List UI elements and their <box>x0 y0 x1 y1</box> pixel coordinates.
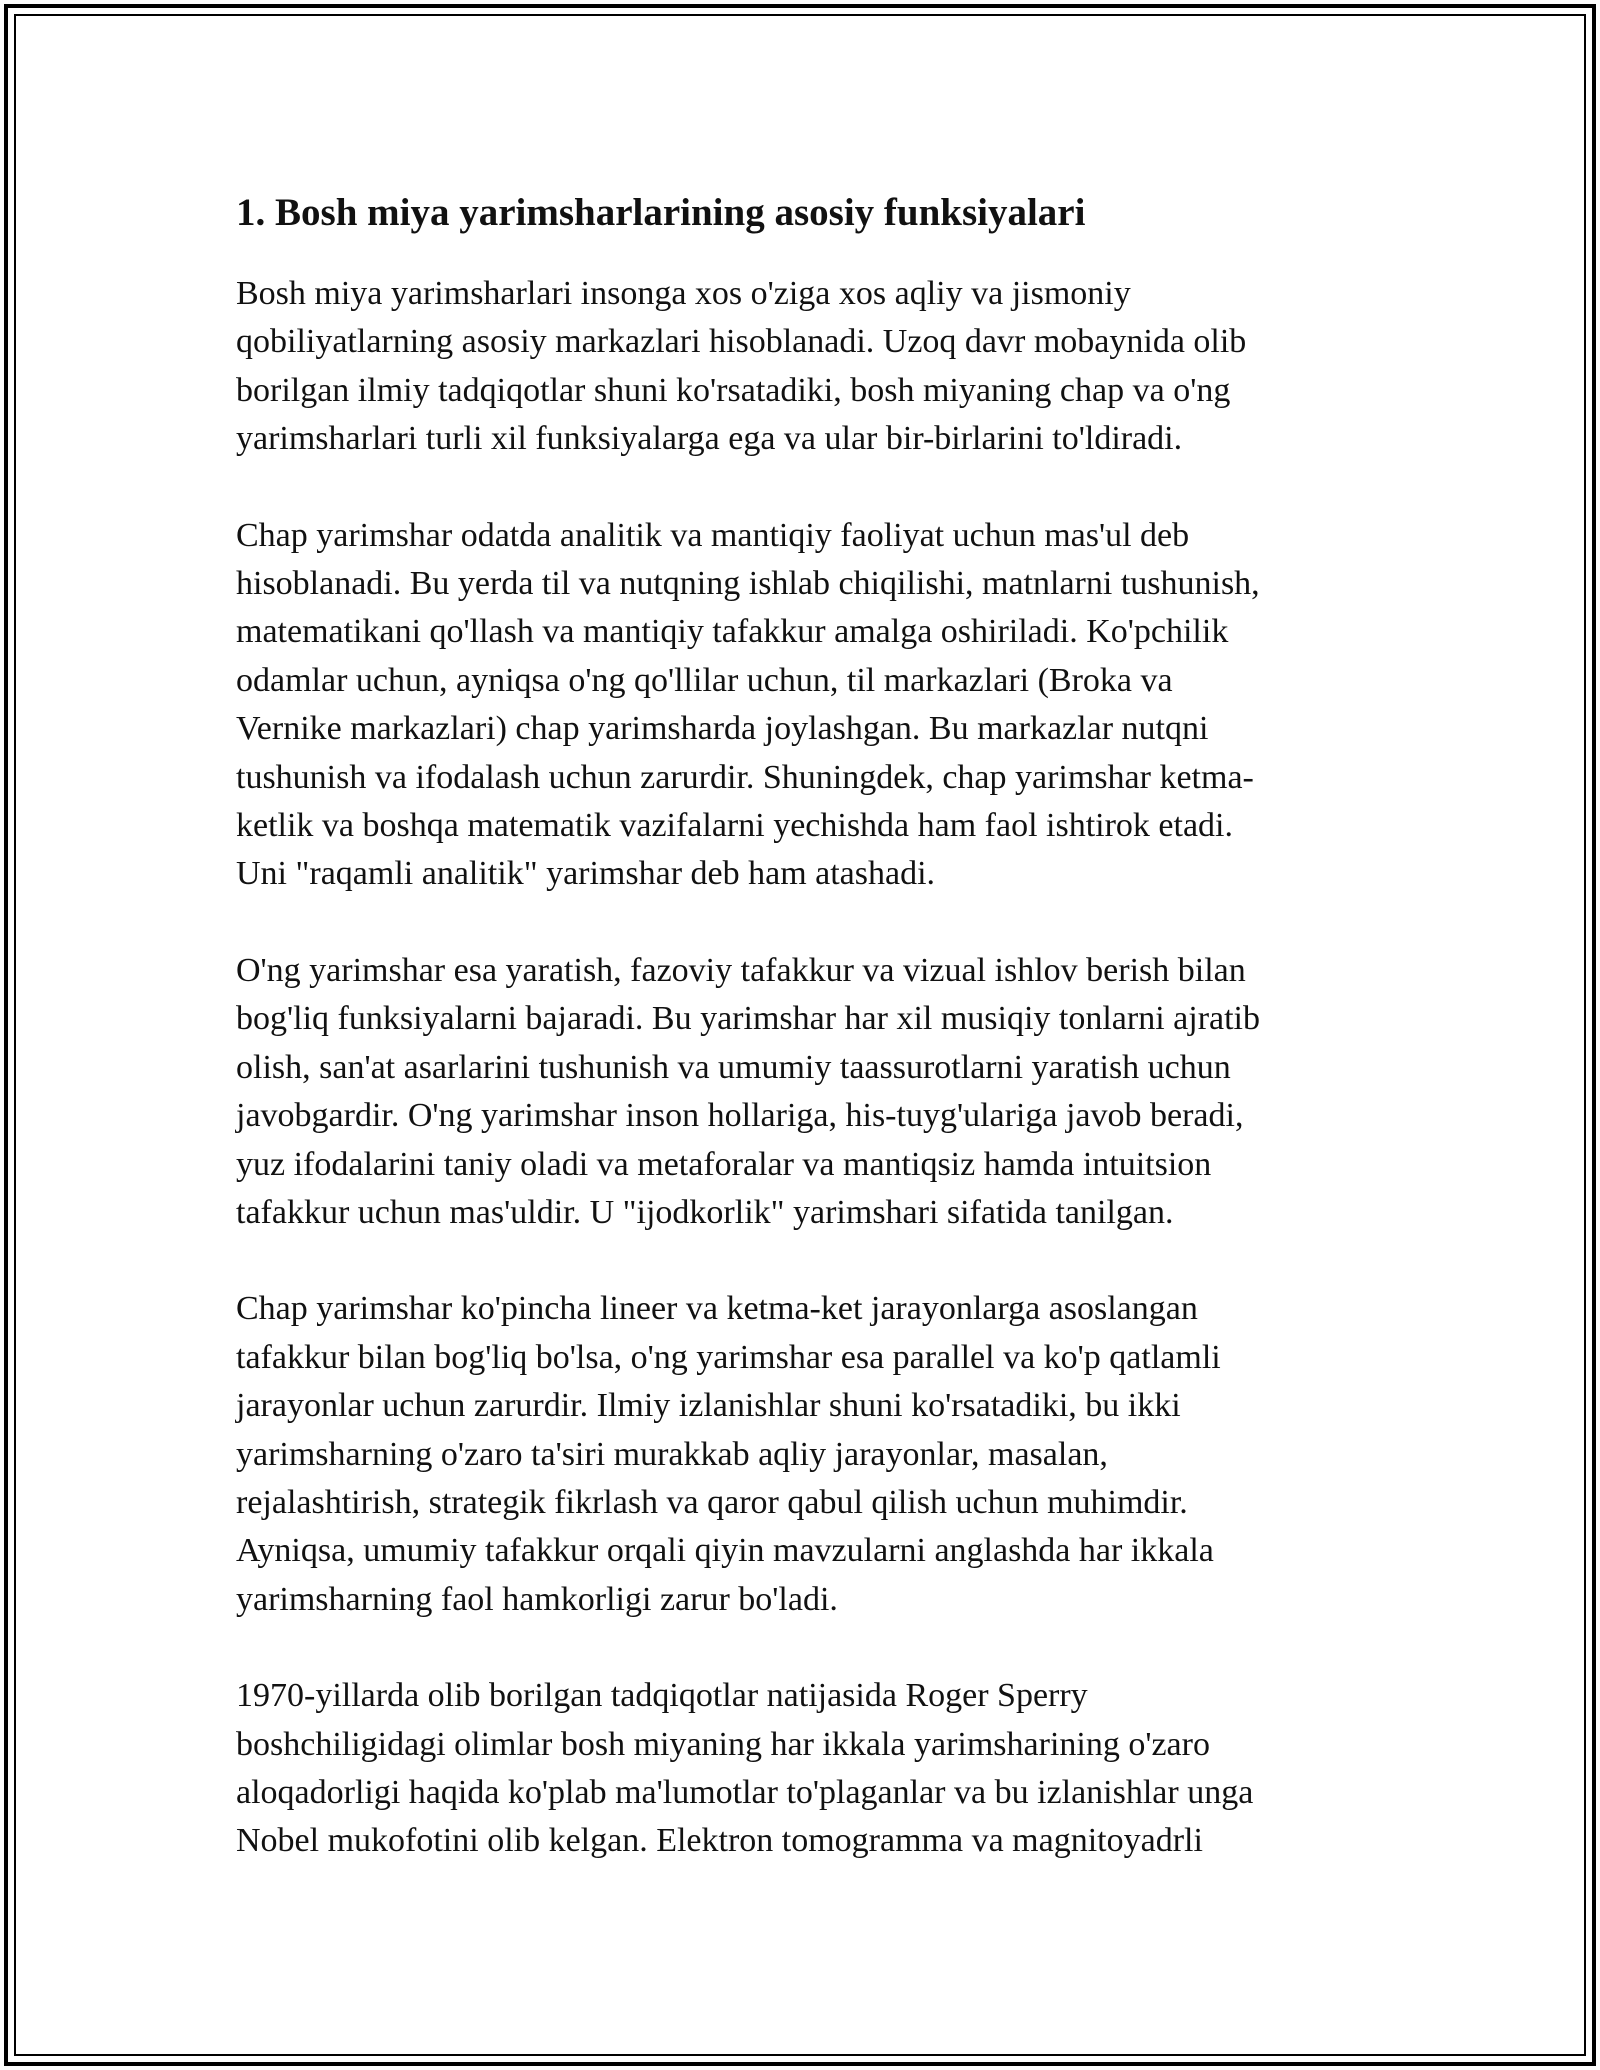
paragraph-line: aloqadorligi haqida ko'plab ma'lumotlar to'plaganlar va bu izlanishlar unga <box>236 1773 1254 1811</box>
paragraph-line: yarimsharning o'zaro ta'siri murakkab aqliy jarayonlar, masalan, <box>236 1435 1108 1473</box>
paragraph-line: Vernike markazlari) chap yarimsharda joylashgan. Bu markazlar nutqni <box>236 710 1209 748</box>
paragraph-line: jarayonlar uchun zarurdir. Ilmiy izlanishlar shuni ko'rsatadiki, bu ikki <box>236 1387 1181 1425</box>
paragraph-line: matematikani qo'llash va mantiqiy tafakkur amalga oshiriladi. Ko'pchilik <box>236 613 1229 651</box>
paragraph-line: borilgan ilmiy tadqiqotlar shuni ko'rsatadiki, bosh miyaning chap va o'ng <box>236 371 1231 409</box>
paragraph-line: Nobel mukofotini olib kelgan. Elektron tomogramma va magnitoyadrli <box>236 1822 1203 1860</box>
paragraph-line: qobiliyatlarning asosiy markazlari hisoblanadi. Uzoq davr mobaynida olib <box>236 323 1247 361</box>
paragraph-3 <box>236 947 1356 1237</box>
paragraph-line: ketlik va boshqa matematik vazifalarni yechishda ham faol ishtirok etadi. <box>236 807 1234 845</box>
paragraph-line: Chap yarimshar odatda analitik va mantiqiy faoliyat uchun mas'ul deb <box>236 516 1190 554</box>
paragraph-line: bog'liq funksiyalarni bajaradi. Bu yarimshar har xil musiqiy tonlarni ajratib <box>236 1000 1261 1038</box>
paragraph-line: rejalashtirish, strategik fikrlash va qaror qabul qilish uchun muhimdir. <box>236 1483 1188 1521</box>
paragraph-line: tafakkur bilan bog'liq bo'lsa, o'ng yarimshar esa parallel va ko'p qatlamli <box>236 1338 1221 1376</box>
paragraph-line: 1970-yillarda olib borilgan tadqiqotlar natijasida Roger Sperry <box>236 1677 1088 1715</box>
document-body <box>236 186 1356 1914</box>
paragraph-5 <box>236 1672 1356 1866</box>
paragraph-line: tushunish va ifodalash uchun zarurdir. Shuningdek, chap yarimshar ketma- <box>236 758 1254 796</box>
paragraph-line: odamlar uchun, ayniqsa o'ng qo'llilar uchun, til markazlari (Broka va <box>236 661 1173 699</box>
paragraph-line: Ayniqsa, umumiy tafakkur orqali qiyin mavzularni anglashda har ikkala <box>236 1532 1214 1570</box>
paragraph-line: Uni "raqamli analitik" yarimshar deb ham atashadi. <box>236 855 936 893</box>
paragraph-line: olish, san'at asarlarini tushunish va umumiy taassurotlarni yaratish uchun <box>236 1048 1231 1086</box>
paragraph-line: boshchiligidagi olimlar bosh miyaning har ikkala yarimsharining o'zaro <box>236 1725 1210 1763</box>
paragraph-line: hisoblanadi. Bu yerda til va nutqning ishlab chiqilishi, matnlarni tushunish, <box>236 565 1260 603</box>
paragraph-line: tafakkur uchun mas'uldir. U "ijodkorlik" yarimshari sifatida tanilgan. <box>236 1193 1174 1231</box>
section-title: 1. Bosh miya yarimsharlarining asosiy funksiyalari <box>236 191 1086 234</box>
paragraph-line: javobgardir. O'ng yarimshar inson hollariga, his-tuyg'ulariga javob beradi, <box>236 1097 1244 1135</box>
paragraph-1 <box>236 270 1356 464</box>
paragraph-line: Bosh miya yarimsharlari insonga xos o'ziga xos aqliy va jismoniy <box>236 275 1131 312</box>
paragraph-line: yarimsharning faol hamkorligi zarur bo'ladi. <box>236 1580 838 1618</box>
paragraph-line: O'ng yarimshar esa yaratish, fazoviy tafakkur va vizual ishlov berish bilan <box>236 951 1246 989</box>
paragraph-line: Chap yarimshar ko'pincha lineer va ketma-ket jarayonlarga asoslangan <box>236 1290 1198 1328</box>
paragraph-line: yarimsharlari turli xil funksiyalarga ega va ular bir-birlarini to'ldiradi. <box>236 420 1183 458</box>
paragraph-2 <box>236 512 1356 899</box>
paragraph-4 <box>236 1285 1356 1624</box>
paragraph-line: yuz ifodalarini taniy oladi va metaforalar va mantiqsiz hamda intuitsion <box>236 1145 1212 1183</box>
